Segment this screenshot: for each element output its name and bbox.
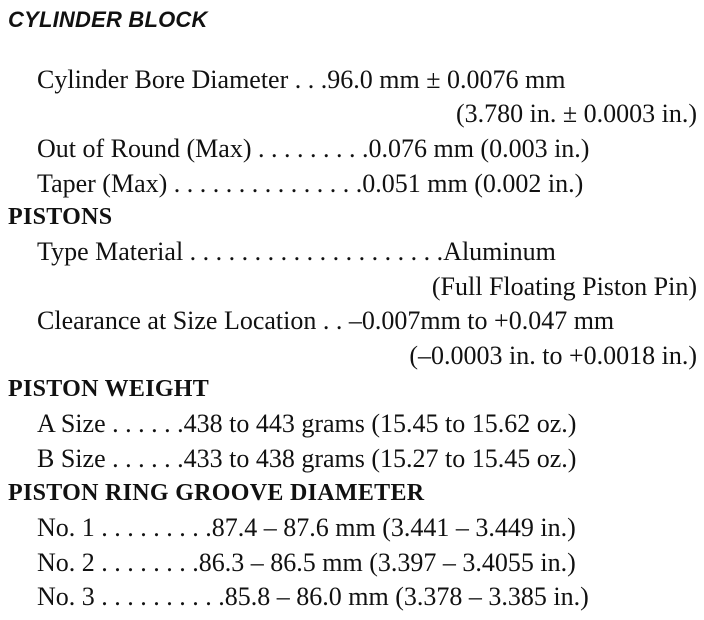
- piston-weight-heading: PISTON WEIGHT: [8, 376, 210, 402]
- taper-line: Taper (Max) . . . . . . . . . . . . . . .0.051 mm (0.002 in.): [37, 169, 584, 198]
- b-size-line: B Size . . . . . .433 to 438 grams (15.27 to 15.45 oz.): [37, 444, 577, 473]
- clearance-inches-line: (–0.0003 in. to +0.0018 in.): [409, 341, 697, 370]
- a-size-line: A Size . . . . . .438 to 443 grams (15.45 to 15.62 oz.): [37, 409, 577, 438]
- bore-diameter-inches-line: (3.780 in. ± 0.0003 in.): [455, 99, 697, 128]
- out-of-round-line: Out of Round (Max) . . . . . . . . .0.076 mm (0.003 in.): [37, 134, 590, 163]
- page-title: CYLINDER BLOCK: [8, 7, 208, 32]
- type-material-line: Type Material . . . . . . . . . . . . . . . . . . . .Aluminum: [37, 237, 556, 266]
- ring-groove-no1-line: No. 1 . . . . . . . . .87.4 – 87.6 mm (3.441 – 3.449 in.): [37, 513, 576, 542]
- piston-pin-line: (Full Floating Piston Pin): [431, 272, 697, 301]
- ring-groove-no3-line: No. 3 . . . . . . . . . .85.8 – 86.0 mm (3.378 – 3.385 in.): [37, 582, 589, 611]
- bore-diameter-line: Cylinder Bore Diameter . . .96.0 mm ± 0.0076 mm: [37, 65, 566, 94]
- ring-groove-no2-line: No. 2 . . . . . . . .86.3 – 86.5 mm (3.397 – 3.4055 in.): [37, 548, 576, 577]
- ring-groove-heading: PISTON RING GROOVE DIAMETER: [8, 480, 425, 506]
- clearance-line: Clearance at Size Location . . –0.007mm to +0.047 mm: [37, 306, 615, 335]
- pistons-heading: PISTONS: [8, 204, 113, 230]
